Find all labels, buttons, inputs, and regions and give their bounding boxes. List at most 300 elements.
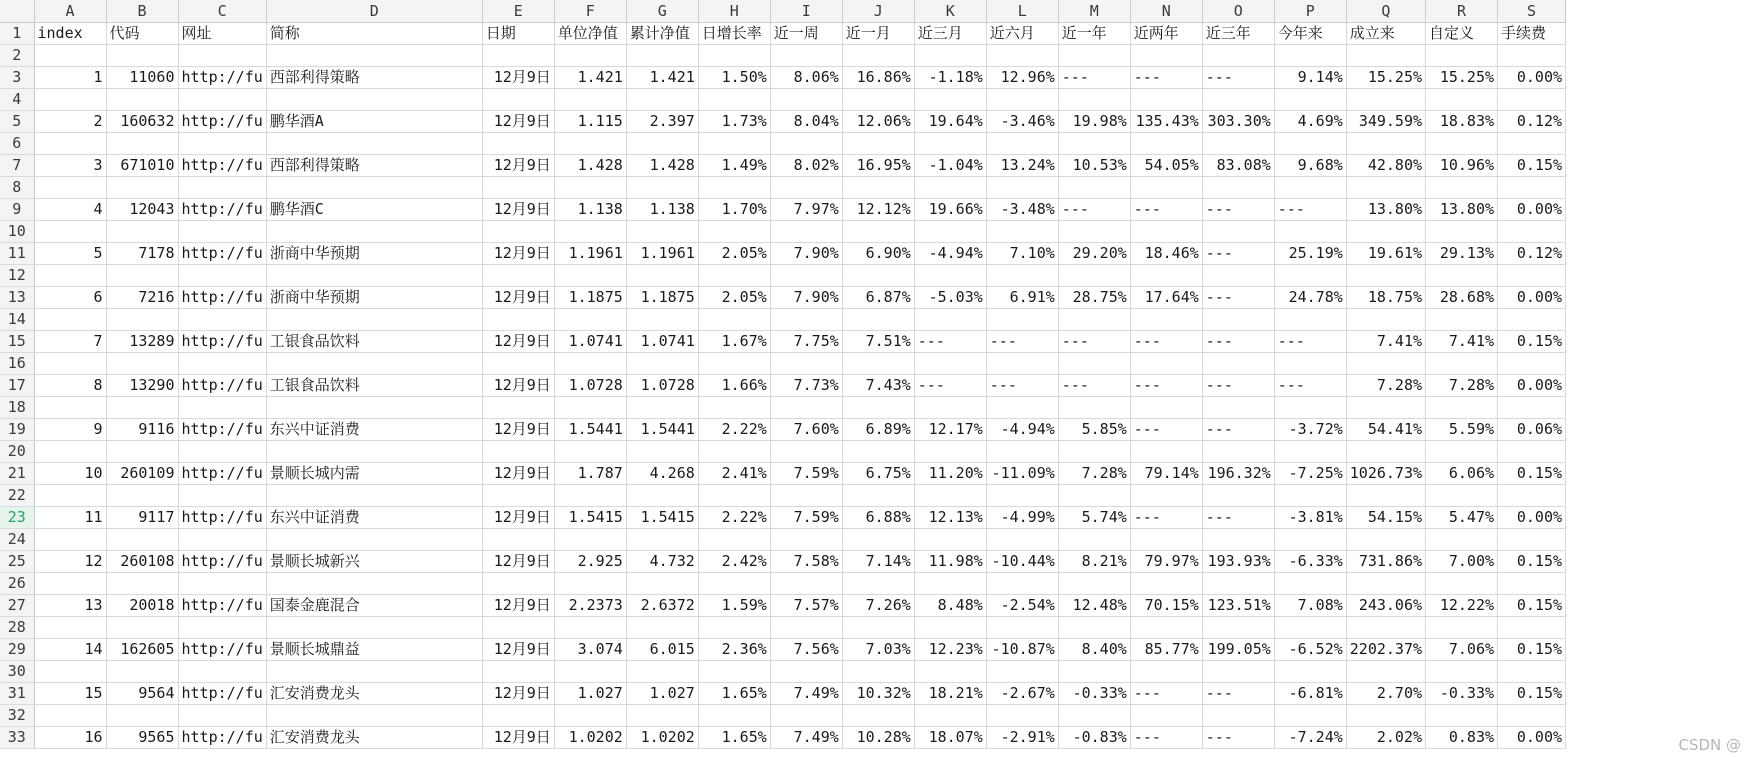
header-cell[interactable]: 代码 <box>106 23 178 45</box>
cell[interactable]: 7.49% <box>770 683 842 705</box>
cell[interactable] <box>770 529 842 551</box>
cell[interactable]: 1.1961 <box>626 243 698 265</box>
cell[interactable] <box>1202 265 1274 287</box>
cell[interactable]: 6.88% <box>842 507 914 529</box>
cell[interactable] <box>106 441 178 463</box>
cell[interactable] <box>1202 177 1274 199</box>
cell[interactable]: 79.97% <box>1130 551 1202 573</box>
cell[interactable] <box>986 661 1058 683</box>
cell[interactable]: 12.22% <box>1426 595 1498 617</box>
row-header[interactable]: 22 <box>0 485 34 507</box>
column-header-q[interactable]: Q <box>1346 0 1425 23</box>
cell[interactable] <box>178 221 266 243</box>
cell[interactable] <box>914 353 986 375</box>
cell[interactable]: 7.75% <box>770 331 842 353</box>
cell[interactable]: 10.28% <box>842 727 914 749</box>
cell[interactable]: 3 <box>34 155 106 177</box>
cell[interactable] <box>626 221 698 243</box>
cell[interactable]: 303.30% <box>1202 111 1274 133</box>
cell[interactable]: 1.65% <box>698 727 770 749</box>
cell[interactable] <box>106 573 178 595</box>
cell[interactable] <box>1130 309 1202 331</box>
cell[interactable] <box>770 265 842 287</box>
cell[interactable]: --- <box>1130 67 1202 89</box>
cell[interactable]: --- <box>1274 331 1346 353</box>
cell[interactable]: 11060 <box>106 67 178 89</box>
cell[interactable]: 11.98% <box>914 551 986 573</box>
cell[interactable]: 10.53% <box>1058 155 1130 177</box>
cell[interactable] <box>266 485 482 507</box>
cell[interactable]: -6.52% <box>1274 639 1346 661</box>
cell[interactable] <box>1202 397 1274 419</box>
cell[interactable]: -10.87% <box>986 639 1058 661</box>
cell[interactable]: 7.08% <box>1274 595 1346 617</box>
cell[interactable] <box>1058 485 1130 507</box>
cell[interactable]: 12月9日 <box>482 287 554 309</box>
cell[interactable] <box>1346 617 1425 639</box>
cell[interactable] <box>1498 221 1566 243</box>
cell[interactable]: 1.0202 <box>626 727 698 749</box>
cell[interactable] <box>1426 397 1498 419</box>
cell[interactable] <box>986 617 1058 639</box>
cell[interactable] <box>1274 529 1346 551</box>
cell[interactable]: 0.15% <box>1498 595 1566 617</box>
cell[interactable]: 7.26% <box>842 595 914 617</box>
cell[interactable] <box>842 177 914 199</box>
cell[interactable] <box>986 441 1058 463</box>
cell[interactable] <box>178 45 266 67</box>
cell[interactable]: 6.90% <box>842 243 914 265</box>
cell[interactable]: 199.05% <box>1202 639 1274 661</box>
select-all-corner[interactable] <box>0 0 34 23</box>
cell[interactable]: 2.2373 <box>554 595 626 617</box>
cell[interactable]: 7.28% <box>1058 463 1130 485</box>
row-header[interactable]: 33 <box>0 727 34 749</box>
cell[interactable]: --- <box>1202 727 1274 749</box>
cell[interactable]: 15.25% <box>1426 67 1498 89</box>
cell[interactable]: -4.94% <box>986 419 1058 441</box>
cell[interactable]: 7.14% <box>842 551 914 573</box>
cell[interactable] <box>178 705 266 727</box>
cell[interactable] <box>986 45 1058 67</box>
cell[interactable]: 0.00% <box>1498 287 1566 309</box>
cell[interactable] <box>1058 661 1130 683</box>
cell[interactable]: 9.14% <box>1274 67 1346 89</box>
cell[interactable]: 西部利得策略 <box>266 155 482 177</box>
cell[interactable]: 13 <box>34 595 106 617</box>
cell[interactable]: 1.67% <box>698 331 770 353</box>
cell[interactable]: 12月9日 <box>482 199 554 221</box>
cell[interactable]: 1.65% <box>698 683 770 705</box>
column-header-g[interactable]: G <box>626 0 698 23</box>
cell[interactable]: 7.43% <box>842 375 914 397</box>
cell[interactable] <box>986 265 1058 287</box>
cell[interactable] <box>1274 221 1346 243</box>
cell[interactable]: 8.48% <box>914 595 986 617</box>
cell[interactable]: 7.59% <box>770 463 842 485</box>
cell[interactable] <box>1130 397 1202 419</box>
cell[interactable] <box>626 397 698 419</box>
cell[interactable]: 1.0728 <box>626 375 698 397</box>
column-header-s[interactable]: S <box>1498 0 1566 23</box>
cell[interactable] <box>1058 177 1130 199</box>
cell[interactable] <box>482 617 554 639</box>
cell[interactable]: 1.027 <box>554 683 626 705</box>
cell[interactable] <box>986 221 1058 243</box>
cell[interactable]: 20018 <box>106 595 178 617</box>
cell[interactable]: -2.91% <box>986 727 1058 749</box>
row-header[interactable]: 13 <box>0 287 34 309</box>
cell[interactable] <box>554 441 626 463</box>
cell[interactable]: -0.33% <box>1058 683 1130 705</box>
cell[interactable]: 0.12% <box>1498 243 1566 265</box>
cell[interactable]: 28.75% <box>1058 287 1130 309</box>
cell[interactable] <box>1058 309 1130 331</box>
cell[interactable] <box>34 397 106 419</box>
cell[interactable]: 260108 <box>106 551 178 573</box>
cell[interactable] <box>698 705 770 727</box>
cell[interactable]: 18.75% <box>1346 287 1425 309</box>
cell[interactable]: 83.08% <box>1202 155 1274 177</box>
cell[interactable] <box>266 353 482 375</box>
cell[interactable]: 12月9日 <box>482 727 554 749</box>
cell[interactable] <box>1130 353 1202 375</box>
cell[interactable]: 13.80% <box>1426 199 1498 221</box>
cell[interactable] <box>1274 45 1346 67</box>
cell[interactable] <box>1498 441 1566 463</box>
cell[interactable] <box>482 309 554 331</box>
cell[interactable]: 1.138 <box>554 199 626 221</box>
row-header[interactable]: 18 <box>0 397 34 419</box>
cell[interactable]: -3.48% <box>986 199 1058 221</box>
cell[interactable]: --- <box>1202 287 1274 309</box>
cell[interactable] <box>1426 529 1498 551</box>
cell[interactable]: 7.73% <box>770 375 842 397</box>
header-cell[interactable]: 今年来 <box>1274 23 1346 45</box>
cell[interactable] <box>698 265 770 287</box>
cell[interactable]: 1.787 <box>554 463 626 485</box>
cell[interactable]: 6.015 <box>626 639 698 661</box>
cell[interactable]: 196.32% <box>1202 463 1274 485</box>
cell[interactable] <box>178 397 266 419</box>
cell[interactable] <box>986 397 1058 419</box>
cell[interactable]: 15.25% <box>1346 67 1425 89</box>
cell[interactable] <box>34 573 106 595</box>
cell[interactable] <box>554 89 626 111</box>
cell[interactable]: 349.59% <box>1346 111 1425 133</box>
cell[interactable] <box>986 309 1058 331</box>
cell[interactable] <box>1498 353 1566 375</box>
header-cell[interactable]: 自定义 <box>1426 23 1498 45</box>
cell[interactable] <box>178 177 266 199</box>
cell[interactable] <box>34 89 106 111</box>
cell[interactable] <box>482 353 554 375</box>
cell[interactable] <box>698 485 770 507</box>
cell[interactable] <box>1130 573 1202 595</box>
cell[interactable] <box>106 309 178 331</box>
cell[interactable] <box>626 705 698 727</box>
cell[interactable] <box>626 177 698 199</box>
cell[interactable]: 731.86% <box>1346 551 1425 573</box>
cell[interactable]: 2.22% <box>698 507 770 529</box>
cell[interactable] <box>1346 89 1425 111</box>
cell[interactable]: 7.28% <box>1346 375 1425 397</box>
cell[interactable]: -6.33% <box>1274 551 1346 573</box>
cell[interactable] <box>1202 441 1274 463</box>
cell[interactable] <box>1274 441 1346 463</box>
cell[interactable]: 19.64% <box>914 111 986 133</box>
cell[interactable]: 6.87% <box>842 287 914 309</box>
cell[interactable]: -2.54% <box>986 595 1058 617</box>
cell[interactable]: http://fu <box>178 639 266 661</box>
cell[interactable]: 1.50% <box>698 67 770 89</box>
cell[interactable] <box>914 45 986 67</box>
cell[interactable] <box>1274 705 1346 727</box>
cell[interactable] <box>34 353 106 375</box>
cell[interactable] <box>1130 485 1202 507</box>
cell[interactable]: 16.86% <box>842 67 914 89</box>
cell[interactable] <box>266 265 482 287</box>
cell[interactable]: http://fu <box>178 199 266 221</box>
cell[interactable]: --- <box>914 331 986 353</box>
cell[interactable] <box>178 529 266 551</box>
cell[interactable] <box>1426 573 1498 595</box>
cell[interactable] <box>1498 617 1566 639</box>
cell[interactable]: 1.0741 <box>626 331 698 353</box>
cell[interactable]: http://fu <box>178 375 266 397</box>
cell[interactable]: 0.15% <box>1498 551 1566 573</box>
cell[interactable]: 12月9日 <box>482 683 554 705</box>
cell[interactable] <box>698 133 770 155</box>
cell[interactable]: 0.06% <box>1498 419 1566 441</box>
cell[interactable] <box>626 133 698 155</box>
cell[interactable] <box>1426 133 1498 155</box>
cell[interactable] <box>554 529 626 551</box>
cell[interactable] <box>986 133 1058 155</box>
cell[interactable] <box>842 705 914 727</box>
row-header[interactable]: 7 <box>0 155 34 177</box>
cell[interactable] <box>554 133 626 155</box>
cell[interactable] <box>34 177 106 199</box>
cell[interactable]: 671010 <box>106 155 178 177</box>
cell[interactable]: 24.78% <box>1274 287 1346 309</box>
cell[interactable]: 12.48% <box>1058 595 1130 617</box>
cell[interactable]: 79.14% <box>1130 463 1202 485</box>
cell[interactable]: 7.56% <box>770 639 842 661</box>
cell[interactable]: 12月9日 <box>482 331 554 353</box>
cell[interactable]: 12月9日 <box>482 67 554 89</box>
cell[interactable] <box>1274 397 1346 419</box>
cell[interactable] <box>34 485 106 507</box>
cell[interactable]: 2.36% <box>698 639 770 661</box>
cell[interactable]: --- <box>1058 67 1130 89</box>
cell[interactable] <box>266 133 482 155</box>
cell[interactable] <box>1426 221 1498 243</box>
cell[interactable] <box>1202 573 1274 595</box>
row-header[interactable]: 6 <box>0 133 34 155</box>
cell[interactable]: 70.15% <box>1130 595 1202 617</box>
row-header[interactable]: 10 <box>0 221 34 243</box>
cell[interactable]: 13.80% <box>1346 199 1425 221</box>
cell[interactable] <box>842 485 914 507</box>
cell[interactable] <box>482 265 554 287</box>
cell[interactable] <box>178 617 266 639</box>
cell[interactable]: 浙商中华预期 <box>266 287 482 309</box>
cell[interactable]: 10.96% <box>1426 155 1498 177</box>
cell[interactable] <box>1346 705 1425 727</box>
cell[interactable]: 29.13% <box>1426 243 1498 265</box>
cell[interactable] <box>1426 177 1498 199</box>
cell[interactable] <box>266 221 482 243</box>
cell[interactable] <box>842 397 914 419</box>
cell[interactable]: http://fu <box>178 331 266 353</box>
cell[interactable]: 28.68% <box>1426 287 1498 309</box>
cell[interactable]: --- <box>1130 727 1202 749</box>
cell[interactable]: -4.94% <box>914 243 986 265</box>
cell[interactable]: 12.23% <box>914 639 986 661</box>
cell[interactable] <box>106 353 178 375</box>
cell[interactable]: --- <box>1202 199 1274 221</box>
cell[interactable]: -7.24% <box>1274 727 1346 749</box>
row-header[interactable]: 3 <box>0 67 34 89</box>
cell[interactable]: 东兴中证消费 <box>266 419 482 441</box>
cell[interactable]: 7.57% <box>770 595 842 617</box>
cell[interactable]: 7.97% <box>770 199 842 221</box>
cell[interactable] <box>986 353 1058 375</box>
column-header-h[interactable]: H <box>698 0 770 23</box>
cell[interactable] <box>482 529 554 551</box>
cell[interactable] <box>1058 265 1130 287</box>
cell[interactable] <box>266 309 482 331</box>
cell[interactable]: 10.32% <box>842 683 914 705</box>
cell[interactable]: 1.5441 <box>554 419 626 441</box>
cell[interactable] <box>266 573 482 595</box>
cell[interactable]: 景顺长城内需 <box>266 463 482 485</box>
cell[interactable] <box>1426 661 1498 683</box>
cell[interactable]: 12.12% <box>842 199 914 221</box>
cell[interactable] <box>554 705 626 727</box>
cell[interactable] <box>178 441 266 463</box>
cell[interactable] <box>554 485 626 507</box>
cell[interactable] <box>34 45 106 67</box>
cell[interactable] <box>34 441 106 463</box>
cell[interactable] <box>1130 265 1202 287</box>
cell[interactable]: 260109 <box>106 463 178 485</box>
cell[interactable]: 18.21% <box>914 683 986 705</box>
cell[interactable]: 4 <box>34 199 106 221</box>
cell[interactable]: 0.15% <box>1498 463 1566 485</box>
cell[interactable]: 10 <box>34 463 106 485</box>
cell[interactable] <box>1202 353 1274 375</box>
cell[interactable] <box>1274 309 1346 331</box>
cell[interactable]: 9116 <box>106 419 178 441</box>
cell[interactable] <box>770 705 842 727</box>
cell[interactable] <box>1498 45 1566 67</box>
cell[interactable] <box>34 617 106 639</box>
cell[interactable] <box>266 661 482 683</box>
cell[interactable] <box>626 265 698 287</box>
cell[interactable]: 2.41% <box>698 463 770 485</box>
cell[interactable]: 浙商中华预期 <box>266 243 482 265</box>
cell[interactable]: 9117 <box>106 507 178 529</box>
cell[interactable]: 1.1961 <box>554 243 626 265</box>
cell[interactable] <box>1274 133 1346 155</box>
cell[interactable] <box>106 485 178 507</box>
cell[interactable] <box>842 45 914 67</box>
cell[interactable] <box>1274 661 1346 683</box>
cell[interactable] <box>178 89 266 111</box>
column-header-l[interactable]: L <box>986 0 1058 23</box>
cell[interactable] <box>482 573 554 595</box>
header-cell[interactable]: 手续费 <box>1498 23 1566 45</box>
cell[interactable] <box>698 661 770 683</box>
cell[interactable] <box>770 89 842 111</box>
cell[interactable] <box>1498 573 1566 595</box>
cell[interactable]: 42.80% <box>1346 155 1425 177</box>
cell[interactable] <box>1346 529 1425 551</box>
cell[interactable] <box>842 617 914 639</box>
cell[interactable] <box>842 573 914 595</box>
cell[interactable] <box>698 89 770 111</box>
cell[interactable] <box>1130 177 1202 199</box>
cell[interactable]: 0.00% <box>1498 199 1566 221</box>
row-header[interactable]: 25 <box>0 551 34 573</box>
cell[interactable]: 2.02% <box>1346 727 1425 749</box>
row-header[interactable]: 29 <box>0 639 34 661</box>
cell[interactable] <box>1274 485 1346 507</box>
cell[interactable]: --- <box>1202 243 1274 265</box>
cell[interactable]: -3.46% <box>986 111 1058 133</box>
cell[interactable]: 9.68% <box>1274 155 1346 177</box>
cell[interactable] <box>626 573 698 595</box>
cell[interactable]: 2.70% <box>1346 683 1425 705</box>
cell[interactable]: http://fu <box>178 419 266 441</box>
cell[interactable] <box>34 705 106 727</box>
cell[interactable] <box>266 45 482 67</box>
cell[interactable]: 1.1875 <box>626 287 698 309</box>
cell[interactable] <box>842 529 914 551</box>
cell[interactable] <box>1498 89 1566 111</box>
cell[interactable] <box>1346 265 1425 287</box>
cell[interactable]: 1.421 <box>626 67 698 89</box>
cell[interactable] <box>1346 133 1425 155</box>
cell[interactable]: --- <box>986 331 1058 353</box>
header-cell[interactable]: 日期 <box>482 23 554 45</box>
cell[interactable]: 7216 <box>106 287 178 309</box>
cell[interactable] <box>1202 529 1274 551</box>
cell[interactable]: 1026.73% <box>1346 463 1425 485</box>
cell[interactable]: 2.6372 <box>626 595 698 617</box>
cell[interactable]: 12.17% <box>914 419 986 441</box>
cell[interactable]: 19.61% <box>1346 243 1425 265</box>
cell[interactable]: 7.60% <box>770 419 842 441</box>
cell[interactable] <box>1498 177 1566 199</box>
cell[interactable] <box>1202 221 1274 243</box>
cell[interactable]: 18.07% <box>914 727 986 749</box>
header-cell[interactable]: 简称 <box>266 23 482 45</box>
header-cell[interactable]: 单位净值 <box>554 23 626 45</box>
cell[interactable]: 5.59% <box>1426 419 1498 441</box>
cell[interactable]: 5.74% <box>1058 507 1130 529</box>
header-cell[interactable]: 近两年 <box>1130 23 1202 45</box>
cell[interactable] <box>1274 573 1346 595</box>
cell[interactable]: --- <box>986 375 1058 397</box>
cell[interactable]: 1.115 <box>554 111 626 133</box>
cell[interactable]: 1.1875 <box>554 287 626 309</box>
column-header-f[interactable]: F <box>554 0 626 23</box>
cell[interactable]: 54.15% <box>1346 507 1425 529</box>
cell[interactable] <box>1498 485 1566 507</box>
